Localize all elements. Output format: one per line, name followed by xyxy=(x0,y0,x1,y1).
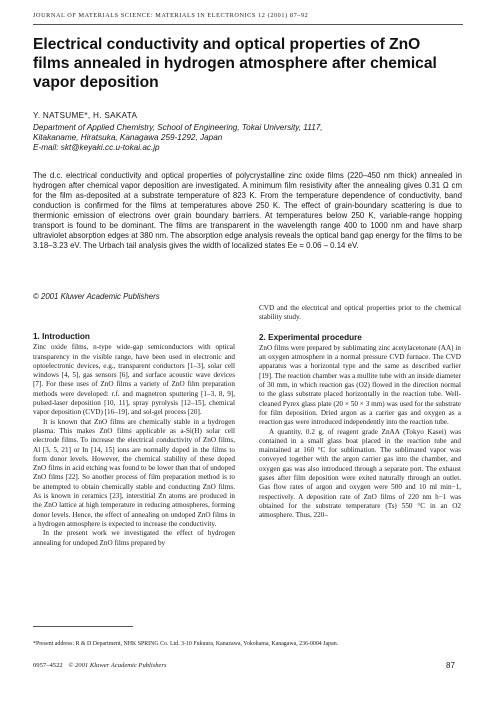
section-heading-experimental: 2. Experimental procedure xyxy=(259,332,362,342)
paragraph: In the present work we investigated the effect of hydrogen annealing for undoped ZnO films prepared by xyxy=(33,529,235,547)
paragraph-continuation: CVD and the electrical and optical properties prior to the chemical stability study. xyxy=(259,304,461,322)
abstract: The d.c. electrical conductivity and optical properties of polycrystalline zinc oxide films (220–450 nm thick) annealed in hydrogen after chemical vapor deposition are investigated. A minimum film resistivity after the annealing gives 0.31 Ω cm for the film as-deposited at a substrate temperature of 823 K. From the temperature dependence of conductivity, band conduction is confirmed for the films at temperatures above 250 K. The effect of grain-boundary scattering is due to thermionic emission of electrons over grain boundary barriers. At temperatures below 250 K, variable-range hopping transport is found to be dominant. The films are transparent in the wavelength range 400 to 1000 nm and have sharp ultraviolet absorption edges at 380 nm. The absorption edge analysis reveals the optical band gap energy for the films to be 3.18–3.23 eV. The Urbach tail analysis gives the width of localized states Ee = 0.06 – 0.14 eV. xyxy=(33,171,462,250)
footnote-rule xyxy=(33,626,133,627)
section-heading-introduction: 1. Introduction xyxy=(33,332,90,341)
affiliation-line-2: Kitakaname, Hiratsuka, Kanagawa 259-1292, Japan xyxy=(33,133,223,142)
affiliation xyxy=(33,123,453,153)
authors: Y. NATSUME*, H. SAKATA xyxy=(33,111,138,120)
right-column xyxy=(259,304,461,521)
abstract-copyright: © 2001 Kluwer Academic Publishers xyxy=(33,292,160,301)
footnote: *Present address: R & D Department, NHK SPRING Co. Ltd. 3-10 Fukuura, Kanazawa, Yokohama, Kanagawa, 236-0004 Japan. xyxy=(33,641,339,647)
paragraph: It is known that ZnO films are chemically stable in a hydrogen plasma. This makes ZnO films applicable as a-Si(H) solar cell electrode films. To increase the electrical conductivity of ZnO films, Al [3, 5, 21] or In [14, 15] ions are normally doped in the films to form donor levels. However, the chemical stability of these doped ZnO films in acid etching was found to be lower than that of undoped ZnO films [22]. So another process of film preparation method is to be attempted to obtain chemically stable and conducting ZnO films. As is known in ceramics [23], interstitial Zn atoms are produced in the ZnO lattice at high temperature in reducing atmospheres, forming donor levels. Hence, the effect of annealing on undoped ZnO films in a hydrogen atmosphere is expected to increase the conductivity. xyxy=(33,417,235,528)
affiliation-line-1: Department of Applied Chemistry, School of Engineering, Tokai University, 1117, xyxy=(33,123,323,132)
paragraph: A quantity, 0.2 g, of reagent grade ZnAA (Tokyo Kasei) was contained in a small glass boat placed in the reaction tube and maintained at 160 °C for sublimation. The sublimated vapor was conveyed together with the argon carrier gas into the chamber, and oxygen gas was also introduced through a separate port. The exhaust gases after film deposition were exited naturally through an outlet. Gas flow rates of argon and oxygen were 500 and 10 ml min−1, respectively. A deposition rate of ZnO films of 220 nm h−1 was obtained for the substrate temperature (Ts) 550 °C in an O2 atmosphere. Thus, 220– xyxy=(259,427,461,520)
author-email: E-mail: skt@keyaki.cc.u-tokai.ac.jp xyxy=(33,143,160,152)
footer-publisher: © 2001 Kluwer Academic Publishers xyxy=(68,662,167,669)
footer xyxy=(33,662,167,669)
paragraph: ZnO films were prepared by sublimating zinc acetylacetonate (AA) in an oxygen atmosphere in a normal pressure CVD furnace. The CVD apparatus was a horizontal type and the same as described earlier [19]. The reaction chamber was a mullite tube with an inside diameter of 30 mm, in which reaction gas (O2) flowed in the direction normal to the glass substrate placed horizontally in the reaction tube. Well-cleaned Pyrex glass plate (20 × 50 × 3 mm) was used for the substrate for film deposition. Dried argon as a carrier gas and oxygen as a reaction gas were introduced independently into the reaction tube. xyxy=(259,343,461,427)
running-head: JOURNAL OF MATERIALS SCIENCE: MATERIALS IN ELECTRONICS 12 (2001) 87–92 xyxy=(33,12,309,19)
header-rule xyxy=(33,24,463,25)
left-column xyxy=(33,332,235,548)
paper-title: Electrical conductivity and optical properties of ZnO films annealed in hydrogen atmosphere after chemical vapor deposition xyxy=(33,36,437,91)
page-number: 87 xyxy=(446,661,455,670)
paragraph: Zinc oxide films, n-type wide-gap semiconductors with optical transparency in the visible range, have been used in electronic and optoelectronic devices, e.g., transparent conductors [1–3], solar cell windows [4, 5], gas sensors [6], and surface acoustic wave devices [7]. For these uses of ZnO films a variety of ZnO film preparation methods were developed: r.f. and magnetron sputtering [1–3, 8, 9], pulsed-laser deposition [10, 11], spray pyrolysis [12–15], chemical vapor deposition (CVD) [16–19], and sol-gel process [20]. xyxy=(33,343,235,417)
issn: 0957–4522 xyxy=(33,662,63,669)
